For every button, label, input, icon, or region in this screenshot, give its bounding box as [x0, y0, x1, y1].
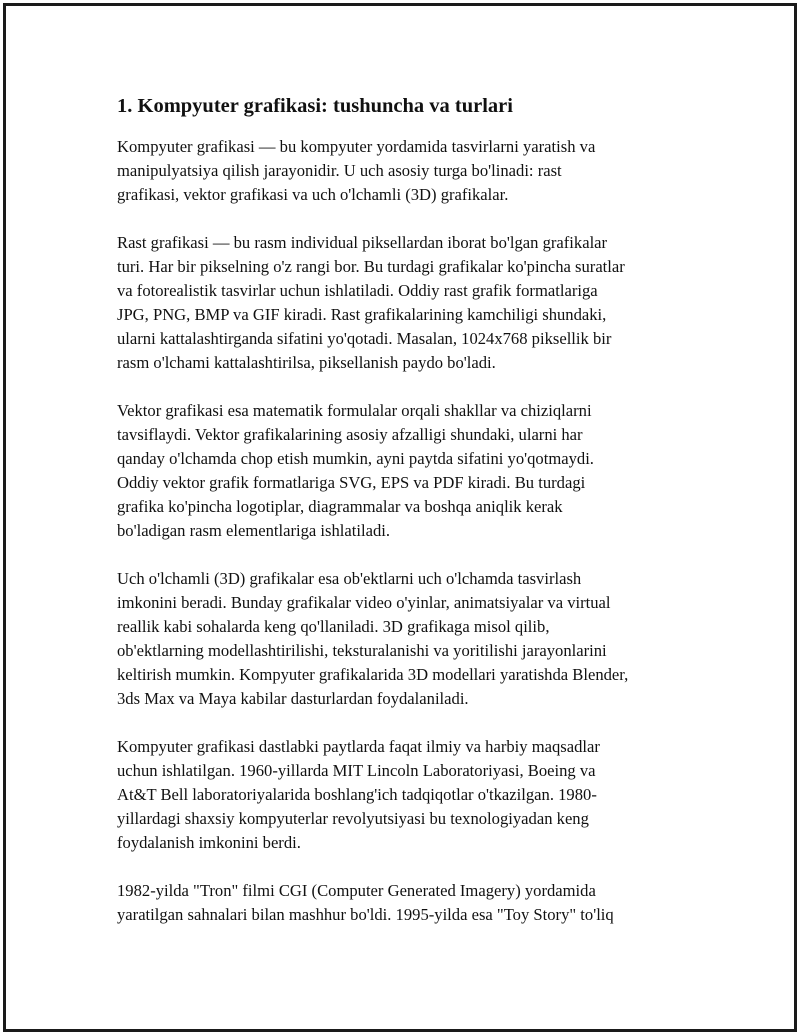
text-line: yillardagi shaxsiy kompyuterlar revolyutsiyasi bu texnologiyadan keng [117, 809, 589, 828]
text-line: Vektor grafikasi esa matematik formulalar orqali shakllar va chiziqlarni [117, 401, 592, 420]
text-line: reallik kabi sohalarda keng qo'llaniladi. 3D grafikaga misol qilib, [117, 617, 550, 636]
text-line: keltirish mumkin. Kompyuter grafikalarida 3D modellari yaratishda Blender, [117, 665, 629, 684]
text-line: uchun ishlatilgan. 1960-yillarda MIT Lincoln Laboratoriyasi, Boeing va [117, 761, 596, 780]
text-line: Uch o'lchamli (3D) grafikalar esa ob'ektlarni uch o'lchamda tasvirlash [117, 569, 582, 588]
text-line: grafikasi, vektor grafikasi va uch o'lchamli (3D) grafikalar. [117, 185, 509, 204]
text-line: tavsiflaydi. Vektor grafikalarining asosiy afzalligi shundaki, ularni har [117, 425, 583, 444]
text-line: imkonini beradi. Bunday grafikalar video o'yinlar, animatsiyalar va virtual [117, 593, 611, 612]
paragraph-films [117, 879, 697, 927]
text-line: Kompyuter grafikasi dastlabki paytlarda faqat ilmiy va harbiy maqsadlar [117, 737, 600, 756]
text-line: manipulyatsiya qilish jarayonidir. U uch asosiy turga bo'linadi: rast [117, 161, 562, 180]
text-line: JPG, PNG, BMP va GIF kiradi. Rast grafikalarining kamchiligi shundaki, [117, 305, 607, 324]
text-line: turi. Har bir pikselning o'z rangi bor. Bu turdagi grafikalar ko'pincha suratlar [117, 257, 625, 276]
paragraph-vector [117, 399, 697, 543]
paragraph-3d [117, 567, 697, 711]
text-line: bo'ladigan rasm elementlariga ishlatiladi. [117, 521, 391, 540]
paragraph-raster [117, 231, 697, 375]
text-line: grafika ko'pincha logotiplar, diagrammalar va boshqa aniqlik kerak [117, 497, 563, 516]
text-line: Rast grafikasi — bu rasm individual piksellardan iborat bo'lgan grafikalar [117, 233, 608, 252]
text-line: At&T Bell laboratoriyalarida boshlang'ich tadqiqotlar o'tkazilgan. 1980- [117, 785, 597, 804]
text-line: Kompyuter grafikasi — bu kompyuter yordamida tasvirlarni yaratish va [117, 137, 596, 156]
section-heading: 1. Kompyuter grafikasi: tushuncha va turlari [117, 95, 513, 117]
text-line: ularni kattalashtirganda sifatini yo'qotadi. Masalan, 1024x768 piksellik bir [117, 329, 612, 348]
text-line: Oddiy vektor grafik formatlariga SVG, EPS va PDF kiradi. Bu turdagi [117, 473, 586, 492]
text-line: foydalanish imkonini berdi. [117, 833, 301, 852]
text-line: 1982-yilda "Tron" filmi CGI (Computer Generated Imagery) yordamida [117, 881, 596, 900]
paragraph-history [117, 735, 697, 855]
text-line: yaratilgan sahnalari bilan mashhur bo'ldi. 1995-yilda esa "Toy Story" to'liq [117, 905, 614, 924]
text-line: va fotorealistik tasvirlar uchun ishlatiladi. Oddiy rast grafik formatlariga [117, 281, 598, 300]
text-line: rasm o'lchami kattalashtirilsa, piksellanish paydo bo'ladi. [117, 353, 496, 372]
text-line: qanday o'lchamda chop etish mumkin, ayni paytda sifatini yo'qotmaydi. [117, 449, 594, 468]
text-line: 3ds Max va Maya kabilar dasturlardan foydalaniladi. [117, 689, 469, 708]
text-line: ob'ektlarning modellashtirilishi, teksturalanishi va yoritilishi jarayonlarini [117, 641, 607, 660]
paragraph-intro [117, 135, 697, 207]
document-body [117, 94, 697, 951]
